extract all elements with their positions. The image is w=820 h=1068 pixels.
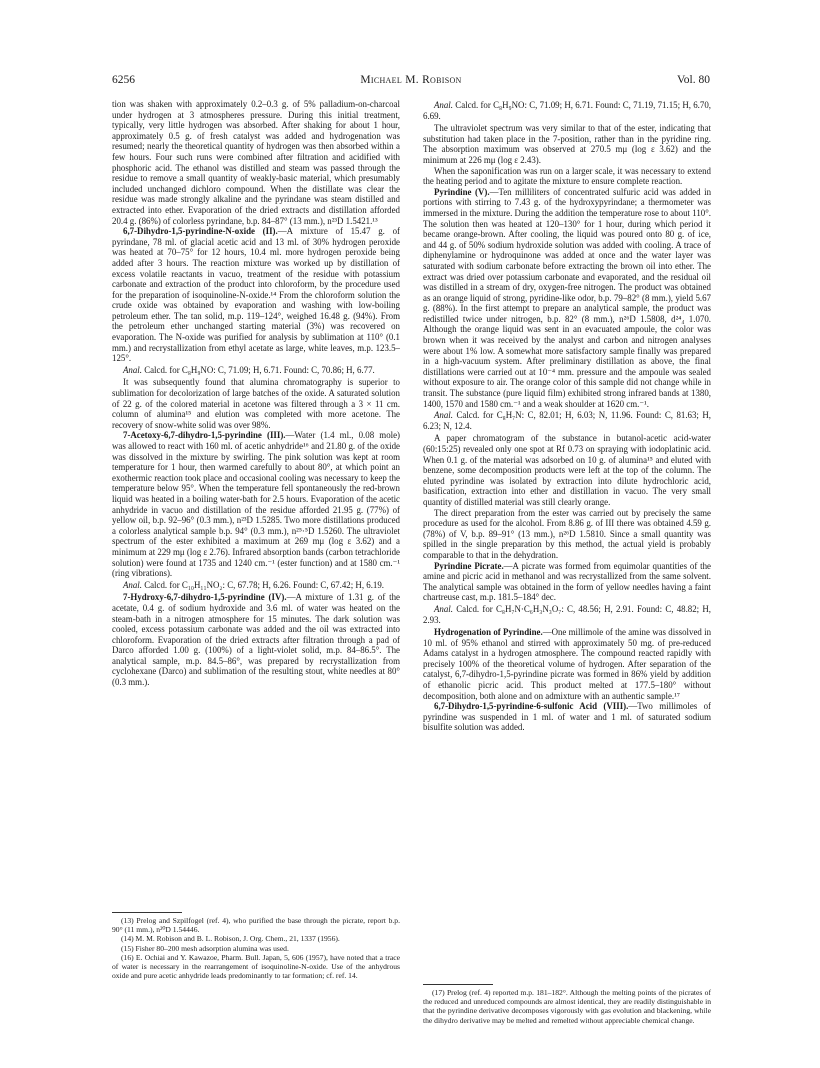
footnote: (16) E. Ochiai and Y. Kawazoe, Pharm. Bull. Japan, 5, 606 (1957), have noted that a trace of water is necessary in the rearrangement of isoquinoline-N-oxide. Use of the anhydrous oxide and pure acetic anhydride leads predominantly to tar formation; cf. ref. 14. [112, 952, 400, 981]
section-heading: Pyrindine (V). [434, 186, 490, 197]
page-number: 6256 [112, 74, 135, 86]
analysis-label: Anal. [123, 579, 142, 590]
analysis-paragraph [423, 604, 711, 625]
body-paragraph [423, 433, 711, 507]
body-paragraph [423, 561, 711, 603]
section-heading: 6,7-Dihydro-1,5-pyrindine-6-sulfonic Acid (VIII). [434, 701, 629, 712]
analysis-paragraph [423, 410, 711, 431]
running-author: Michael M. Robison [360, 74, 462, 86]
paragraph-text: Calcd. for C₈H₉NO: C, 71.09; H, 6.71. Found: C, 70.86; H, 6.77. [141, 364, 375, 375]
analysis-paragraph [112, 580, 400, 591]
body-paragraph [423, 508, 711, 561]
section-heading: Hydrogenation of Pyrindine. [434, 627, 543, 638]
paragraph-text: The ultraviolet spectrum was very similar to that of the ester, indicating that substitution had taken place in the 7-position, rather than in the pyridine ring. The absorption maximum was observed at 270.5 mμ (log ε 3.62) and the minimum at 226 mμ (log ε 2.43). [423, 123, 711, 165]
paragraph-text: Calcd. for C₈H₉NO: C, 71.09; H, 6.71. Found: C, 71.19, 71.15; H, 6.70, 6.69. [423, 100, 711, 121]
body-paragraph [112, 226, 400, 364]
paragraph-text: —A mixture of 15.47 g. of pyrindane, 78 ml. of glacial acetic acid and 13 ml. of 30% hydrogen peroxide was heated at 70–75° for 12 hours, 10.4 ml. more hydrogen peroxide being added after 3 hours. The reaction mixture was worked up by distillation of excess volatile reactants in vacuo, treatment of the residue with potassium carbonate and extraction of the product into chloroform, by the procedure used for the preparation of isoquinoline-N-oxide.¹⁴ From the chloroform solution the crude oxide was obtained by evaporation and washing with low-boiling petroleum ether. The tan solid, m.p. 119–124°, weighed 16.48 g. (94%). From the petroleum ether unchanged starting material (3%) was recovered on evaporation. The N-oxide was purified for analysis by sublimation at 110° (0.1 mm.) and recrystallization from ethyl acetate as large, white leaves, m.p. 123.5–125°. [112, 226, 400, 364]
footnote: (14) M. M. Robison and B. L. Robison, J. Org. Chem., 21, 1337 (1956). [121, 934, 340, 944]
body-paragraph [112, 99, 400, 226]
paragraph-text: —A picrate was formed from equimolar quantities of the amine and picric acid in methanol and was recrystallized from the same solvent. The analytical sample was obtained in the form of yellow needles having a faint chartreuse cast, m.p. 181.5–184° dec. [423, 560, 711, 603]
analysis-paragraph [423, 100, 711, 121]
paragraph-text: A paper chromatogram of the substance in butanol-acetic acid-water (60:15:25) revealed only one spot at Rf 0.73 on spraying with iodoplatinic acid. When 0.1 g. of the material was adsorbed on 10 g. of alumina¹⁵ and eluted with benzene, some decomposition products were left at the top of the column. The eluted pyrindine was isolated by extraction into dilute hydrochloric acid, basification, extraction into ether and distillation in vacuo. The very small quantity of distilled material was still clearly orange. [423, 433, 711, 507]
body-paragraph [112, 592, 400, 687]
footnote: (13) Prelog and Szpilfogel (ref. 4), who purified the base through the picrate, report b.p. 90° (11 mm.), n²⁰D 1.54446. [112, 916, 400, 935]
right-column [423, 99, 711, 733]
analysis-label: Anal. [434, 100, 453, 110]
footnote: (15) Fisher 80–200 mesh adsorption alumina was used. [121, 943, 289, 953]
paragraph-text: —One millimole of the amine was dissolved in 10 ml. of 95% ethanol and stirred with approximately 50 mg. of pre-reduced Adams catalyst in a hydrogen atmosphere. The compound reacted rapidly with precisely 100% of the theoretical volume of hydrogen. After separation of the catalyst, 6,7-dihydro-1,5-pyrindine picrate was formed in 86% yield by addition of ethanolic picric acid. This product melted at 177.5–180° without decomposition, both alone and on admixture with an authentic sample.¹⁷ [423, 627, 712, 701]
left-footnotes [112, 912, 400, 980]
analysis-label: Anal. [434, 603, 453, 614]
body-paragraph [112, 430, 400, 578]
section-heading: 6,7-Dihydro-1,5-pyrindine-N-oxide (II). [123, 226, 278, 237]
section-heading: 7-Hydroxy-6,7-dihydro-1,5-pyrindine (IV). [123, 592, 287, 603]
paragraph-text: —A mixture of 1.31 g. of the acetate, 0.4 g. of sodium hydroxide and 3.6 ml. of water was heated on the steam-bath in a nitrogen atmosphere for 15 minutes. The dark solution was cooled, excess potassium carbonate was added and the oil was extracted into chloroform. Evaporation of the dried extracts after filtration through a pad of Darco afforded 1.00 g. (100%) of a light-violet solid, m.p. 84–86.5°. The analytical sample, m.p. 84.5–86°, was prepared by recrystallization from cyclohexane (Darco) and sublimation of the resulting stout, white needles at 80° (0.3 mm.). [112, 592, 400, 688]
body-paragraph [423, 166, 711, 187]
footnote-rule [112, 912, 182, 913]
paragraph-text: —Ten milliliters of concentrated sulfuric acid was added in portions with stirring to 7.43 g. of the hydroxypyrindane; a thermometer was immersed in the mixture. During the addition the temperature rose to about 110°. The solution then was heated at 120–130° for 1 hour, during which period it became orange-brown. After cooling, the liquid was poured onto 80 g. of ice, and 44 g. of 50% sodium hydroxide solution was added with cooling. A trace of diphenylamine or hydroquinone was added at once and the water layer was saturated with sodium carbonate before extracting the brown oil into ether. The extract was dried over potassium carbonate and evaporated, and the residual oil was distilled in a stream of dry, oxygen-free nitrogen. The product was obtained as an orange liquid of strong, pyridine-like odor, b.p. 79–82° (8 mm.), yield 5.67 g. (88%). In the first attempt to prepare an analytical sample, the product was redistilled twice under nitrogen, b.p. 82° (8 mm.), n²⁶D 1.5808, d²⁴₄ 1.070. Although the orange liquid was sent in an evacuated ampoule, the color was brown when it was received by the analyst and carbon and nitrogen analyses were about 1% low. A somewhat more satisfactory sample finally was prepared in a high-vacuum system. After preliminary distillation as above, the final distillations were carried out at 10⁻⁴ mm. pressure and the ampoule was sealed without exposure to air. The orange color of this sample did not change while in transit. The substance (pure liquid film) exhibited strong infrared bands at 1380, 1400, 1570 and 1580 cm.⁻¹ and a weak shoulder at 1620 cm.⁻¹. [423, 186, 712, 409]
analysis-paragraph [112, 365, 400, 376]
body-paragraph [423, 627, 711, 701]
paragraph-text: tion was shaken with approximately 0.2–0.3 g. of 5% palladium-on-charcoal under hydrogen at 3 atmospheres pressure. During this initial treatment, typically, very little hydrogen was absorbed. After shaking for about 1 hour, approximately 0.5 g. of fresh catalyst was added and hydrogenation was resumed; nearly the theoretical quantity of hydrogen was then absorbed within a few hours. Four such runs were combined after filtration and acidified with phosphoric acid. The ethanol was distilled and steam was passed through the residue to remove a small quantity of weakly-basic material, which presumably included unchanged dichloro compound. When the distillate was clear the residue was made strongly alkaline and the pyrindane was steam distilled and extracted into ether. Evaporation of the dried extracts and distillation afforded 20.4 g. (86%) of colorless pyrindane, b.p. 84–87° (13 mm.), n²³D 1.5421.¹³ [112, 99, 400, 226]
left-column [112, 99, 400, 688]
paragraph-text: Calcd. for C₁₀H₁₁NO₂: C, 67.78; H, 6.26. Found: C, 67.42; H, 6.19. [141, 579, 385, 590]
paragraph-text: —Two millimoles of pyrindine was suspended in 1 ml. of water and 1 ml. of saturated sodium bisulfite solution was added. [423, 701, 711, 733]
body-paragraph [423, 701, 711, 733]
section-heading: 7-Acetoxy-6,7-dihydro-1,5-pyrindine (III). [123, 430, 286, 441]
body-paragraph [112, 377, 400, 430]
section-heading: Pyrindine Picrate. [434, 560, 504, 571]
paragraph-text: The direct preparation from the ester was carried out by precisely the same procedure as used for the alcohol. From 8.86 g. of III there was obtained 4.59 g. (78%) of V, b.p. 89–91° (13 mm.), n²⁶D 1.5810. Since a small quantity was spilled in the single preparation by this method, the actual yield is probably comparable to that in the dehydration. [423, 507, 711, 560]
paragraph-text: When the saponification was run on a larger scale, it was necessary to extend the heating period and to agitate the mixture to ensure complete reaction. [423, 165, 711, 187]
volume-label: Vol. 80 [676, 74, 710, 86]
paragraph-text: —Water (1.4 ml., 0.08 mole) was allowed to react with 160 ml. of acetic anhydride¹⁶ and 21.80 g. of the oxide was dissolved in the mixture by swirling. The pink solution was kept at room temperature for 1 hour, then warmed carefully to about 80°, at which point an exothermic reaction took place and occasional cooling was necessary to keep the temperature below 95°. When the temperature fell spontaneously the red-brown liquid was heated in a boiling water-bath for 2.5 hours. Evaporation of the acetic anhydride in vacuo and distillation of the residue afforded 21.95 g. (77%) of yellow oil, b.p. 92–96° (0.3 mm.), n²³D 1.5285. Two more distillations produced a colorless analytical sample b.p. 94° (0.3 mm.), n²⁵·⁵D 1.5260. The ultraviolet spectrum of the ester exhibited a maximum at 269 mμ (log ε 3.62) and a minimum at 229 mμ (log ε 2.76). Infrared absorption bands (carbon tetrachloride solution) were found at 1735 and 1240 cm.⁻¹ (ester function) and at 1580 cm.⁻¹ (ring vibrations). [112, 430, 400, 579]
footnote-rule [423, 984, 493, 985]
paragraph-text: It was subsequently found that alumina chromatography is superior to sublimation for decolorization of large batches of the oxide. A saturated solution of 22 g. of the colored material in acetone was filtered through a 3 × 11 cm. column of alumina¹⁵ and elution was completed with more acetone. The recovery of snow-white solid was over 98%. [112, 377, 400, 430]
paragraph-text: Calcd. for C₈H₇N: C, 82.01; H, 6.03; N, 11.96. Found: C, 81.63; H, 6.23; N, 12.4. [423, 410, 711, 431]
footnote: (17) Prelog (ref. 4) reported m.p. 181–182°. Although the melting points of the picrates of the reduced and unreduced compounds are almost identical, they are readily distinguishable in that the pyrindine derivative decomposes vigorously with gas evolution and blackening, while the dihydro derivative may be melted and remelted without appreciable chemical change. [423, 988, 711, 1025]
right-footnotes [423, 984, 711, 1025]
body-paragraph [423, 123, 711, 165]
running-header [112, 74, 710, 90]
body-paragraph [423, 187, 711, 409]
paragraph-text: Calcd. for C₈H₇N·C₆H₃N₃O₇: C, 48.56; H, 2.91. Found: C, 48.82; H, 2.93. [423, 603, 711, 625]
analysis-label: Anal. [123, 364, 142, 375]
analysis-label: Anal. [434, 410, 453, 421]
